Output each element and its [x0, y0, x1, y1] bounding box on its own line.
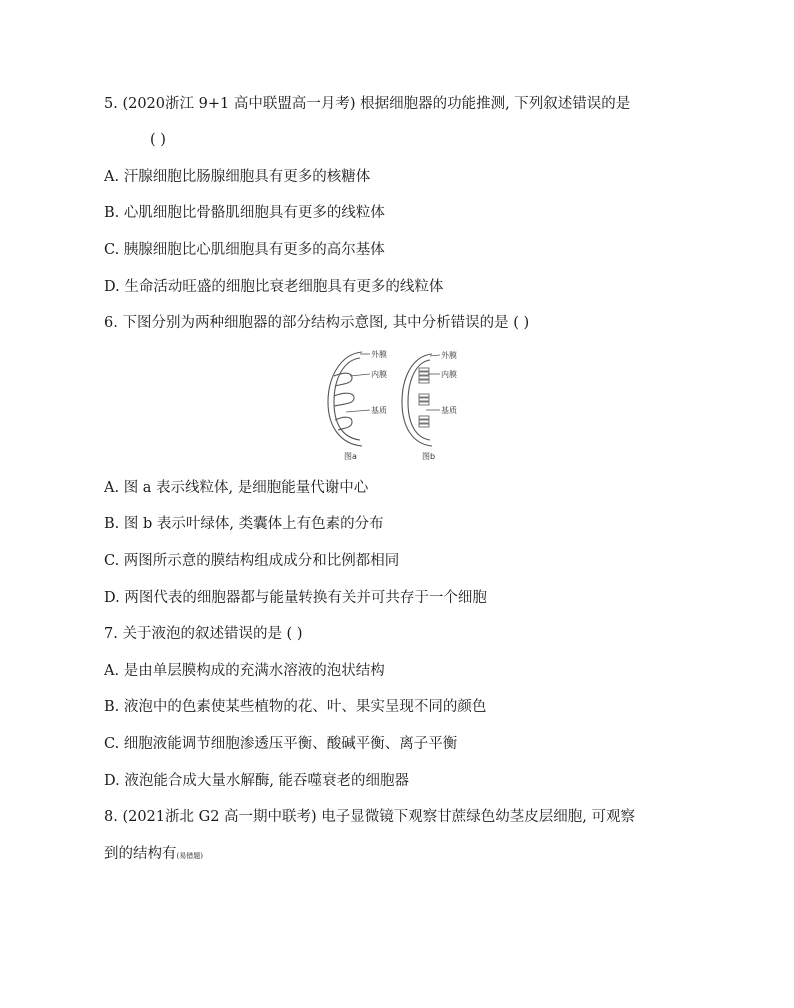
label-inner-membrane-b: 内膜 — [441, 370, 457, 379]
q8-stem-continued — [104, 844, 203, 866]
thylakoid-stacks — [419, 368, 429, 427]
caption-figure-a: 图a — [344, 452, 357, 461]
label-matrix-a: 基质 — [371, 406, 387, 415]
q8-stem: 8. (2021浙北 G2 高一期中联考) 电子显微镜下观察甘蔗绿色幼茎皮层细胞, 可观察 — [104, 809, 636, 825]
q6-option-b: B. 图 b 表示叶绿体, 类囊体上有色素的分布 — [104, 516, 384, 532]
organelle-diagram-svg — [322, 340, 472, 468]
q8-stem-line2: 到的结构有 — [104, 846, 177, 862]
q5-option-a: A. 汗腺细胞比肠腺细胞具有更多的核糖体 — [104, 169, 371, 185]
q7-option-b: B. 液泡中的色素使某些植物的花、叶、果实呈现不同的颜色 — [104, 699, 487, 715]
q7-stem: 7. 关于液泡的叙述错误的是 ( ) — [104, 626, 303, 642]
q6-option-d: D. 两图代表的细胞器都与能量转换有关并可共存于一个细胞 — [104, 590, 487, 606]
q5-stem: 5. (2020浙江 9+1 高中联盟高一月考) 根据细胞器的功能推测, 下列叙述错误的是 — [104, 96, 631, 112]
caption-figure-b: 图b — [422, 452, 436, 461]
label-outer-membrane-a: 外膜 — [371, 350, 387, 359]
q5-option-b: B. 心肌细胞比骨骼肌细胞具有更多的线粒体 — [104, 205, 385, 221]
q5-option-c: C. 胰腺细胞比心肌细胞具有更多的高尔基体 — [104, 242, 385, 258]
q7-option-d: D. 液泡能合成大量水解酶, 能吞噬衰老的细胞器 — [104, 773, 410, 789]
label-outer-membrane-b: 外膜 — [441, 351, 457, 360]
organelle-diagram — [322, 340, 472, 468]
q8-tag: (易错题) — [176, 852, 203, 860]
label-inner-membrane-a: 内膜 — [371, 370, 387, 379]
q7-option-a: A. 是由单层膜构成的充满水溶液的泡状结构 — [104, 663, 385, 679]
mitochondrion-figure — [328, 352, 362, 446]
q5-answer-paren: ( ) — [150, 132, 166, 148]
q7-option-c: C. 细胞液能调节细胞渗透压平衡、酸碱平衡、离子平衡 — [104, 736, 458, 752]
q6-stem: 6. 下图分别为两种细胞器的部分结构示意图, 其中分析错误的是 ( ) — [104, 315, 530, 331]
q5-option-d: D. 生命活动旺盛的细胞比衰老细胞具有更多的线粒体 — [104, 279, 444, 295]
q6-option-a: A. 图 a 表示线粒体, 是细胞能量代谢中心 — [104, 480, 369, 496]
label-matrix-b: 基质 — [441, 406, 457, 415]
q6-option-c: C. 两图所示意的膜结构组成成分和比例都相同 — [104, 553, 400, 569]
